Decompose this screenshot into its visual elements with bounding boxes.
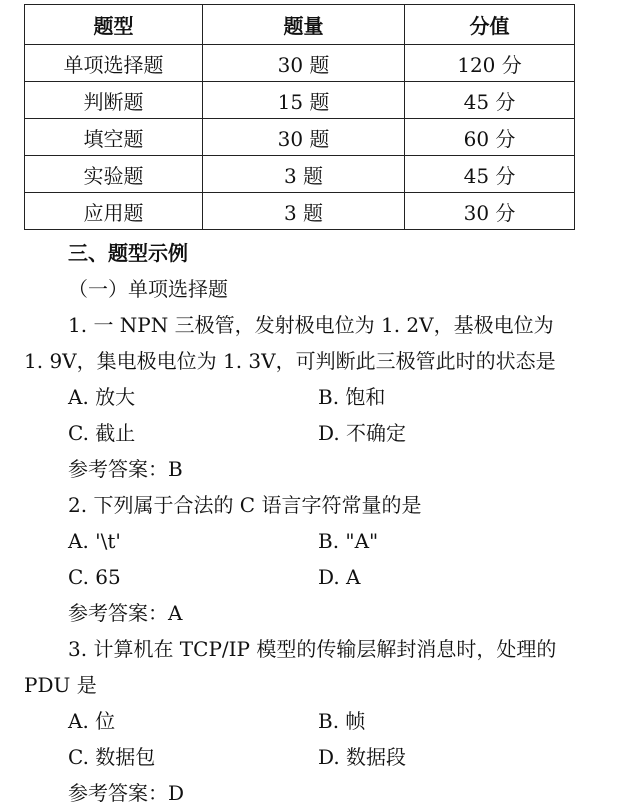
table-row bbox=[25, 119, 575, 156]
table-cell: 实验题 bbox=[25, 156, 203, 193]
table-cell: 120 分 bbox=[405, 45, 575, 82]
header-type: 题型 bbox=[25, 5, 203, 45]
question-3-option-a: A. 位 bbox=[68, 709, 116, 733]
table-cell: 30 分 bbox=[405, 193, 575, 230]
question-1-stem-line1: 1. 一 NPN 三极管，发射极电位为 1. 2V，基极电位为 bbox=[68, 313, 554, 337]
header-count: 题量 bbox=[203, 5, 405, 45]
table-cell: 60 分 bbox=[405, 119, 575, 156]
question-3-stem-line2: PDU 是 bbox=[24, 673, 97, 697]
table-row bbox=[25, 82, 575, 119]
subsection-title: （一）单项选择题 bbox=[68, 277, 228, 301]
question-2-stem-line1: 2. 下列属于合法的 C 语言字符常量的是 bbox=[68, 493, 422, 517]
question-2-option-a: A. '\t' bbox=[68, 529, 121, 553]
table-cell: 30 题 bbox=[203, 45, 405, 82]
question-2-answer: 参考答案：A bbox=[68, 601, 183, 625]
question-3-answer: 参考答案：D bbox=[68, 781, 185, 805]
question-1-stem-line2: 1. 9V，集电极电位为 1. 3V，可判断此三极管此时的状态是 bbox=[24, 349, 556, 373]
question-1-option-a: A. 放大 bbox=[68, 385, 136, 409]
table-row bbox=[25, 156, 575, 193]
question-2-option-c: C. 65 bbox=[68, 565, 121, 589]
table-cell: 15 题 bbox=[203, 82, 405, 119]
question-1-answer: 参考答案：B bbox=[68, 457, 183, 481]
table-row bbox=[25, 45, 575, 82]
table-cell: 45 分 bbox=[405, 156, 575, 193]
table-header-row bbox=[25, 5, 575, 45]
question-3-option-c: C. 数据包 bbox=[68, 745, 156, 769]
table-cell: 应用题 bbox=[25, 193, 203, 230]
table-cell: 填空题 bbox=[25, 119, 203, 156]
table-cell: 判断题 bbox=[25, 82, 203, 119]
table-cell: 30 题 bbox=[203, 119, 405, 156]
table-row bbox=[25, 193, 575, 230]
question-2-option-d: D. A bbox=[318, 565, 361, 589]
header-score: 分值 bbox=[405, 5, 575, 45]
table-cell: 3 题 bbox=[203, 156, 405, 193]
question-3-option-d: D. 数据段 bbox=[318, 745, 407, 769]
question-1-option-d: D. 不确定 bbox=[318, 421, 407, 445]
table-cell: 3 题 bbox=[203, 193, 405, 230]
question-3-option-b: B. 帧 bbox=[318, 709, 366, 733]
question-1-option-b: B. 饱和 bbox=[318, 385, 386, 409]
question-3-stem-line1: 3. 计算机在 TCP/IP 模型的传输层解封消息时，处理的 bbox=[68, 637, 557, 661]
exam-structure-table bbox=[24, 4, 575, 230]
table-cell: 单项选择题 bbox=[25, 45, 203, 82]
question-2-option-b: B. "A" bbox=[318, 529, 379, 553]
table-cell: 45 分 bbox=[405, 82, 575, 119]
section-title: 三、题型示例 bbox=[68, 241, 188, 265]
question-1-option-c: C. 截止 bbox=[68, 421, 136, 445]
